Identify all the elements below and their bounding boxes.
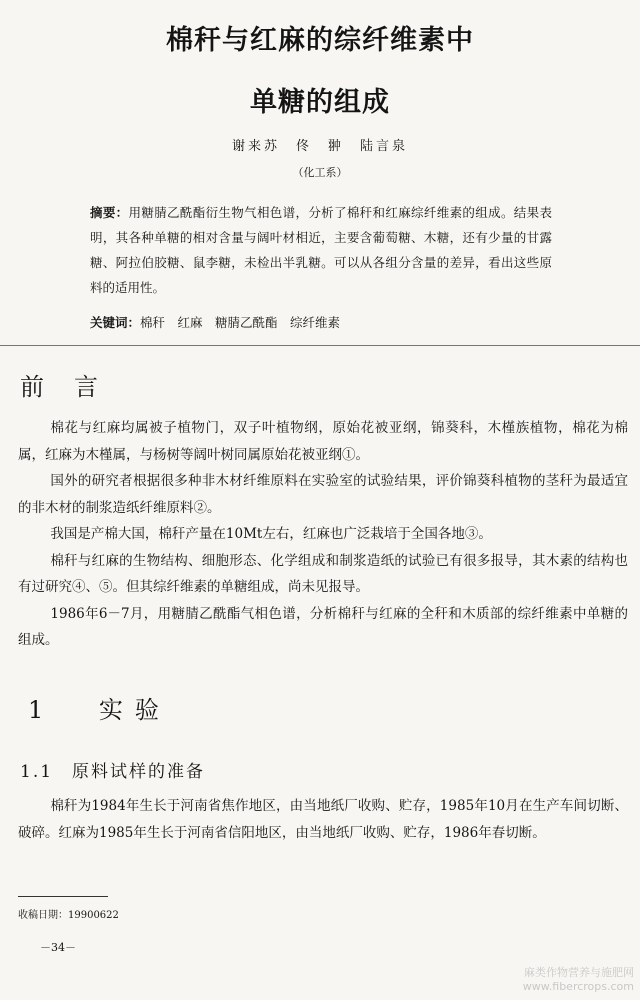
title-line-1: 棉秆与红麻的综纤维素中 <box>166 25 474 56</box>
watermark-line-1: 麻类作物营养与施肥网 <box>524 966 634 979</box>
footnote-rule <box>18 896 108 897</box>
section-divider <box>0 345 640 346</box>
title-line-2: 单糖的组成 <box>250 87 390 118</box>
authors: 谢来苏 佟 翀 陆言泉 <box>231 139 408 154</box>
affiliation: （化工系） <box>292 166 348 179</box>
abstract-text: 用糖腈乙酰酯衍生物气相色谱，分析了棉秆和红麻综纤维素的组成。结果表明，其各种单糖的相对含量与阔叶材相近，主要含葡萄糖、木糖，还有少量的甘露糖、阿拉伯胶糖、鼠李糖，未检出半乳糖。可以从各组分含量的差异，看出这些原料的适用性。 <box>90 205 552 295</box>
subsection-paragraph: 棉秆为1984年生长于河南省焦作地区，由当地纸厂收购、贮存，1985年10月在生产车间切断、破碎。红麻为1985年生长于河南省信阳地区，由当地纸厂收购、贮存，1986年春切断。 <box>18 798 628 841</box>
received-date-footnote: 收稿日期：19900622 <box>18 910 119 921</box>
page-number: －34－ <box>40 941 76 954</box>
preface-paragraph: 棉秆与红麻的生物结构、细胞形态、化学组成和制浆造纸的试验已有很多报导，其木素的结构也有过研究④、⑤。但其综纤维素的单糖组成，尚未见报导。 <box>18 552 628 595</box>
section-1-heading: 1 实验 <box>28 696 171 724</box>
preface-heading: 前言 <box>20 373 128 401</box>
preface-paragraph: 1986年6－7月，用糖腈乙酰酯气相色谱，分析棉秆与红麻的全秆和木质部的综纤维素中单糖的组成。 <box>18 605 628 648</box>
preface-body <box>18 415 628 654</box>
subsection-1-1-heading: 1.1 原料试样的准备 <box>20 762 206 782</box>
watermark-line-2: www.fibercrops.com <box>522 980 634 993</box>
watermark <box>523 966 634 994</box>
preface-paragraph: 棉花与红麻均属被子植物门，双子叶植物纲，原始花被亚纲，锦葵科，木槿族植物，棉花为棉属，红麻为木槿属，与杨树等阔叶树同属原始花被亚纲①。 <box>18 420 628 463</box>
preface-paragraph: 我国是产棉大国，棉秆产量在10Mt左右，红麻也广泛栽培于全国各地③。 <box>50 526 492 542</box>
abstract <box>90 200 552 300</box>
subsection-1-1-body <box>18 793 628 846</box>
keywords <box>90 313 560 331</box>
keywords-text: 棉秆 红麻 糖腈乙酰酯 综纤维素 <box>140 315 341 330</box>
preface-paragraph: 国外的研究者根据很多种非木材纤维原料在实验室的试验结果，评价锦葵科植物的茎秆为最适宜的非木材的制浆造纸纤维原料②。 <box>18 473 628 516</box>
abstract-label: 摘要： <box>90 205 129 220</box>
keywords-label: 关键词： <box>90 315 141 330</box>
